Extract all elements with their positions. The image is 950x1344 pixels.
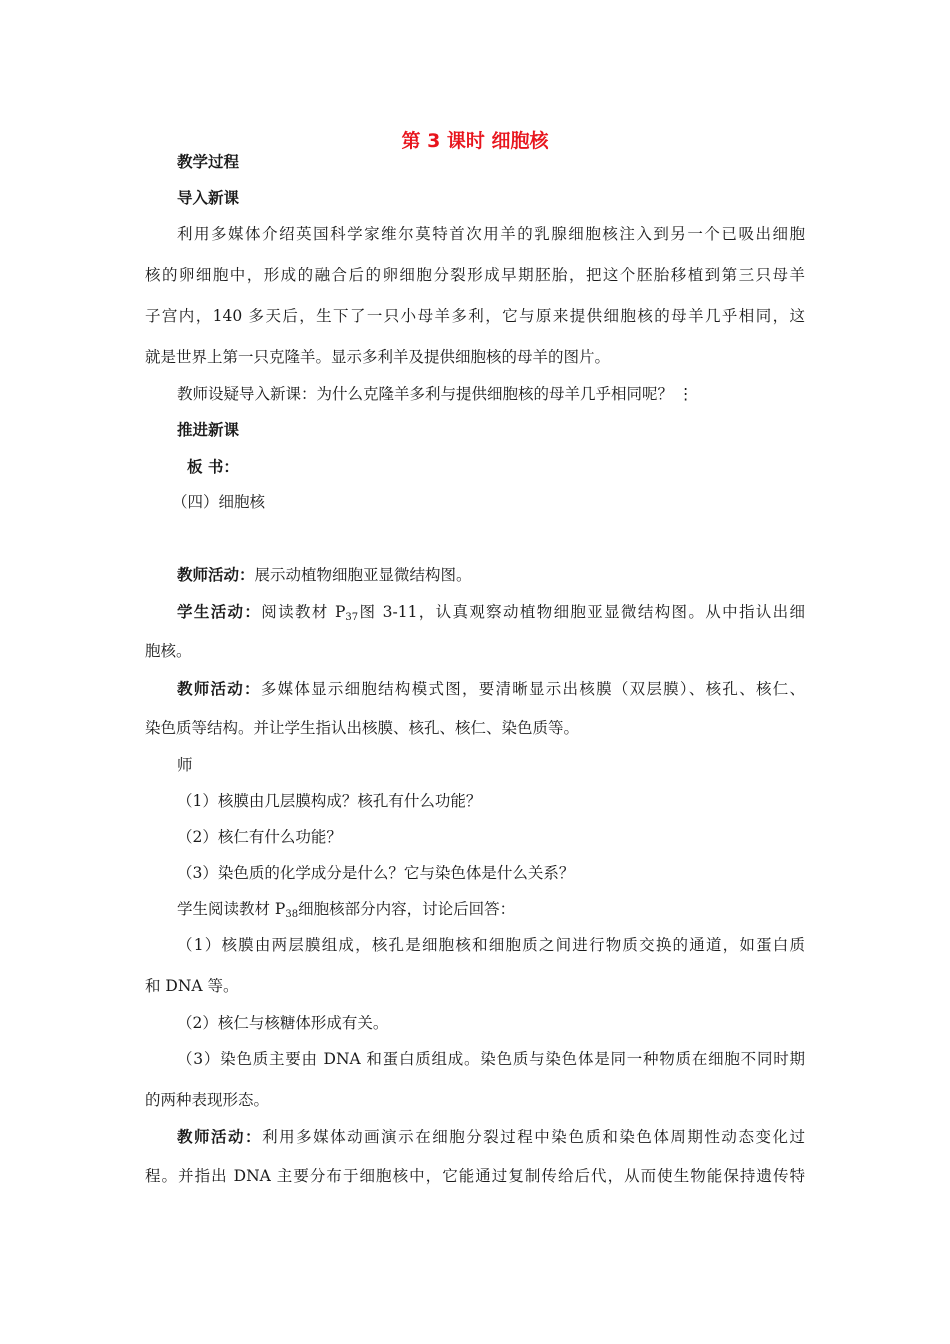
answer-3-line-1: （3）染色质主要由 DNA 和蛋白质组成。染色质与染色体是同一种物质在细胞不同时期	[177, 1050, 805, 1068]
section-heading-cell-nucleus: （四）细胞核	[172, 493, 266, 511]
student-reading	[177, 899, 515, 925]
question-3: （3）染色质的化学成分是什么？它与染色体是什么关系？	[177, 864, 575, 882]
teacher-activity-1	[177, 565, 472, 585]
intro-paragraph-line-1: 利用多媒体介绍英国科学家维尔莫特首次用羊的乳腺细胞核注入到另一个已吸出细胞	[177, 225, 805, 243]
teacher-activity-2-line-2: 染色质等结构。并让学生指认出核膜、核孔、核仁、染色质等。	[145, 719, 580, 737]
student-activity-label: 学生活动：	[177, 603, 262, 621]
answer-3-line-2: 的两种表现形态。	[145, 1091, 270, 1109]
teacher-activity-3	[177, 1127, 805, 1147]
intro-paragraph-line-4: 就是世界上第一只克隆羊。显示多利羊及提供细胞核的母羊的图片。	[145, 348, 611, 366]
answer-1-line-2: 和 DNA 等。	[145, 977, 239, 995]
advance-heading: 推进新课	[177, 421, 240, 439]
lesson-title: 第 3 课时 细胞核	[401, 130, 549, 152]
intro-question: 教师设疑导入新课：为什么克隆羊多利与提供细胞核的母羊几乎相同呢？ ⋮	[177, 385, 694, 403]
teacher-activity-1-text: 展示动植物细胞亚显微结构图。	[254, 566, 472, 584]
student-activity-1-line-2: 胞核。	[145, 642, 192, 660]
teacher-activity-label: 教师活动：	[177, 1128, 263, 1146]
student-activity-1-text-b: 图 3-11，认真观察动植物细胞亚显微结构图。从中指认出细	[358, 603, 805, 621]
teacher-activity-2	[177, 679, 805, 699]
teaching-process-heading: 教学过程	[177, 153, 240, 171]
student-reading-text-b: 细胞核部分内容，讨论后回答：	[298, 900, 516, 918]
answer-2: （2）核仁与核糖体形成有关。	[177, 1014, 389, 1032]
intro-paragraph-line-2: 核的卵细胞中，形成的融合后的卵细胞分裂形成早期胚胎，把这个胚胎移植到第三只母羊	[145, 266, 805, 284]
teacher-short-label: 师	[177, 756, 193, 774]
teacher-activity-label: 教师活动：	[177, 566, 255, 584]
student-reading-text-a: 学生阅读教材 P	[177, 900, 286, 918]
page-subscript: 37	[345, 612, 359, 623]
teacher-activity-label: 教师活动：	[177, 680, 261, 698]
teacher-activity-3-line-2: 程。并指出 DNA 主要分布于细胞核中，它能通过复制传给后代，从而使生物能保持遗传特	[145, 1167, 805, 1185]
question-2: （2）核仁有什么功能？	[177, 828, 342, 846]
student-activity-1-text-a: 阅读教材 P	[261, 603, 346, 621]
intro-heading: 导入新课	[177, 189, 240, 207]
student-activity-1	[177, 602, 805, 628]
answer-1-line-1: （1）核膜由两层膜组成，核孔是细胞核和细胞质之间进行物质交换的通道，如蛋白质	[177, 936, 805, 954]
intro-paragraph-line-3: 子宫内，140 多天后，生下了一只小母羊多利，它与原来提供细胞核的母羊几乎相同，这	[145, 307, 805, 325]
teacher-activity-2-text: 多媒体显示细胞结构模式图，要清晰显示出核膜（双层膜）、核孔、核仁、	[260, 680, 805, 698]
board-label: 板 书：	[187, 458, 239, 476]
page-subscript: 38	[285, 909, 299, 920]
question-1: （1）核膜由几层膜构成？核孔有什么功能？	[177, 792, 482, 810]
teacher-activity-3-text: 利用多媒体动画演示在细胞分裂过程中染色质和染色体周期性动态变化过	[262, 1128, 805, 1146]
